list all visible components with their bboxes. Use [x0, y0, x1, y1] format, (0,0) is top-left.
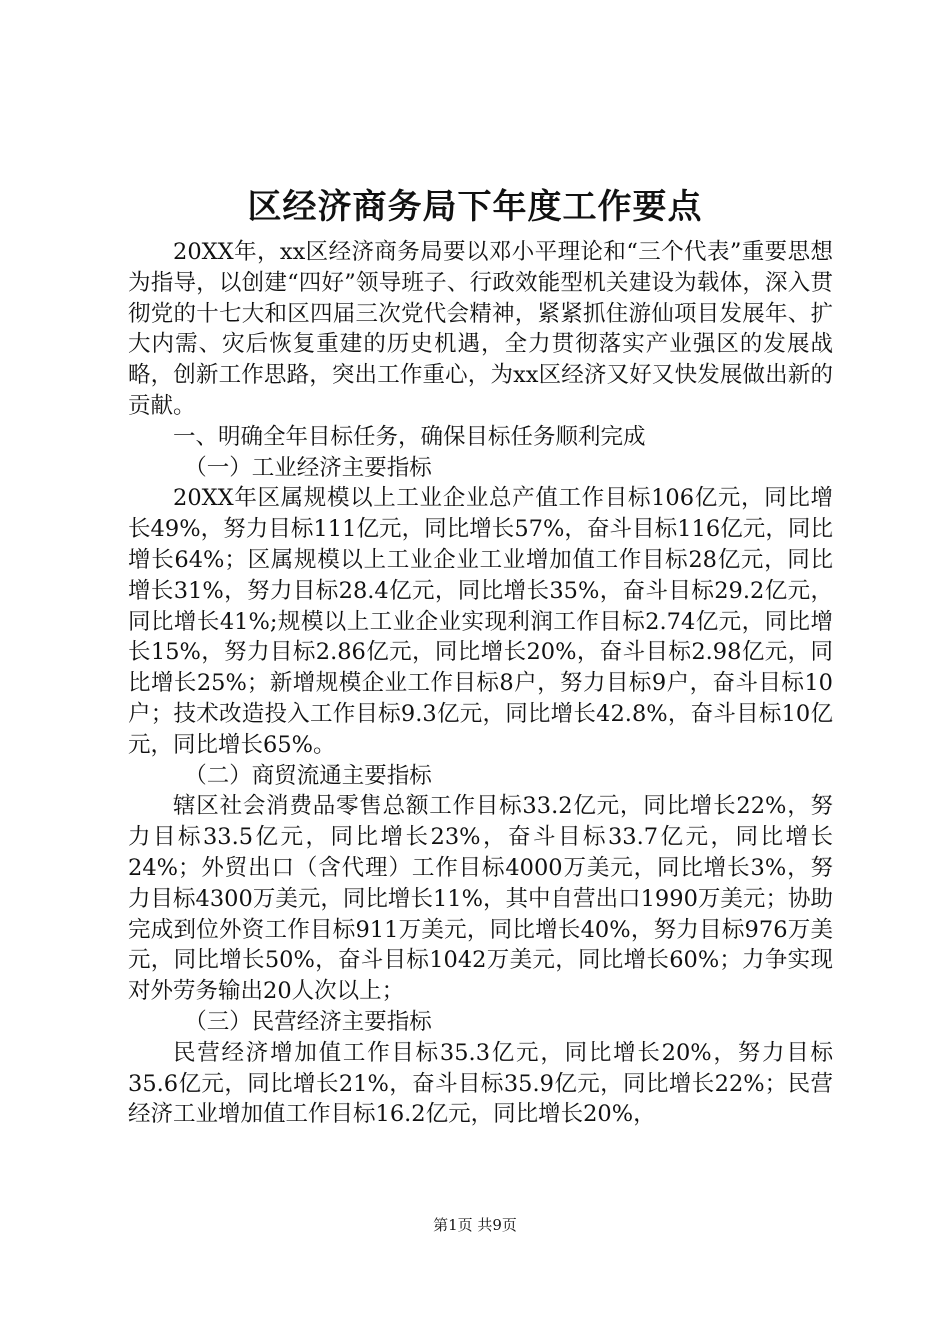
private-economy-indicators-paragraph: 民营经济增加值工作目标35.3亿元，同比增长20%，努力目标35.6亿元，同比增长21%，奋斗目标35.9亿元，同比增长22%；民营经济工业增加值工作目标16.2亿元，同比增长20%， [128, 1039, 833, 1128]
page-footer: 第1页 共9页 [433, 1216, 517, 1234]
industry-indicators-paragraph: 20XX年区属规模以上工业企业总产值工作目标106亿元，同比增长49%，努力目标111亿元，同比增长57%，奋斗目标116亿元，同比增长64%；区属规模以上工业企业工业增加值工作目标28亿元，同比增长31%，努力目标28.4亿元，同比增长35%，奋斗目标29.2亿元，同比增长41%;规模以上工业企业实现利润工作目标2.74亿元，同比增长15%，努力目标2.86亿元，同比增长20%，奋斗目标2.98亿元，同比增长25%；新增规模企业工作目标8户，努力目标9户，奋斗目标10户；技术改造投入工作目标9.3亿元，同比增长42.8%，奋斗目标10亿元，同比增长65%。 [128, 485, 833, 758]
intro-paragraph: 20XX年，xx区经济商务局要以邓小平理论和“三个代表”重要思想为指导，以创建“四好”领导班子、行政效能型机关建设为载体，深入贯彻党的十七大和区四届三次党代会精神，紧紧抓住游仙项目发展年、扩大内需、灾后恢复重建的历史机遇，全力贯彻落实产业强区的发展战略，创新工作思路，突出工作重心，为xx区经济又好又快发展做出新的贡献。 [128, 239, 833, 419]
document-title: 区经济商务局下年度工作要点 [247, 187, 703, 227]
commerce-indicators-paragraph: 辖区社会消费品零售总额工作目标33.2亿元，同比增长22%，努力目标33.5亿元，同比增长23%，奋斗目标33.7亿元，同比增长24%；外贸出口（含代理）工作目标4000万美元，同比增长3%，努力目标4300万美元，同比增长11%，其中自营出口1990万美元；协助完成到位外资工作目标911万美元，同比增长40%，努力目标976万美元，同比增长50%，奋斗目标1042万美元，同比增长60%；力争实现对外劳务输出20人次以上； [128, 793, 833, 1005]
subsection-heading-private-economy: （三）民营经济主要指标 [184, 1008, 432, 1035]
section-heading: 一、明确全年目标任务，确保目标任务顺利完成 [173, 423, 646, 450]
subsection-heading-industry: （一）工业经济主要指标 [184, 454, 432, 481]
subsection-heading-commerce: （二）商贸流通主要指标 [184, 762, 432, 789]
document-body [128, 237, 833, 1130]
